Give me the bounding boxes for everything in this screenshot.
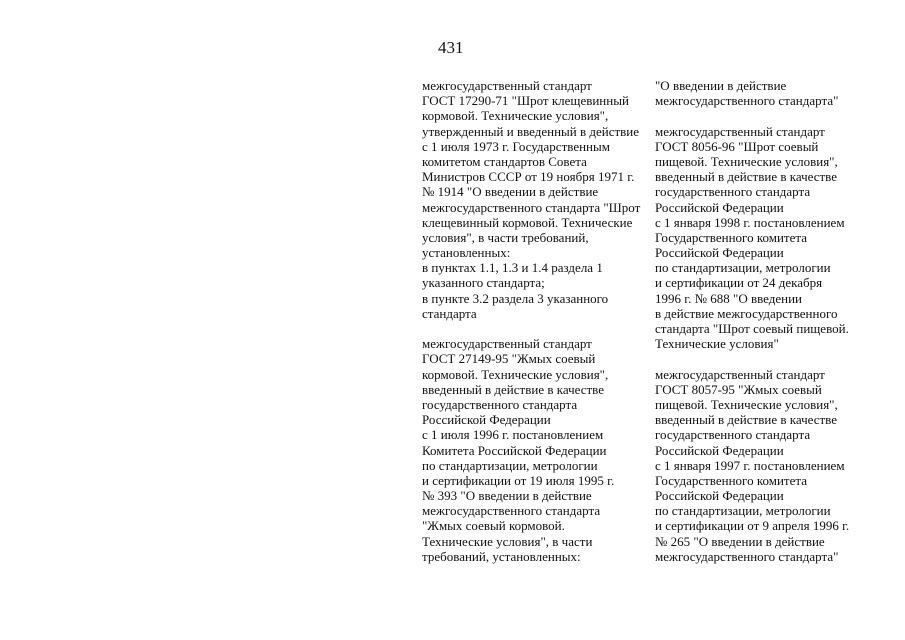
text-line: Российской Федерации	[422, 412, 551, 428]
text-line: ГОСТ 27149-95 "Жмых соевый	[422, 351, 596, 367]
text-line: по стандартизации, метрологии	[422, 457, 598, 473]
text-line: по стандартизации, метрологии	[655, 260, 831, 276]
text-line: кормовой. Технические условия",	[422, 108, 609, 124]
text-line: государственного стандарта	[422, 396, 578, 412]
text-line: с 1 января 1998 г. постановлением	[655, 214, 845, 230]
text-line: и сертификации от 9 апреля 1996 г.	[655, 518, 850, 534]
text-line: Российской Федерации	[655, 199, 784, 215]
paragraph-gap	[422, 321, 640, 336]
right-paragraph	[655, 367, 849, 564]
text-line: ГОСТ 8056-96 "Шрот соевый	[655, 138, 819, 154]
text-line: в действие межгосударственного	[655, 305, 838, 321]
text-line: установленных:	[422, 245, 511, 261]
text-line: межгосударственного стандарта	[422, 503, 601, 519]
text-line: клещевинный кормовой. Технические	[422, 214, 633, 230]
text-line: введенный в действие в качестве	[422, 381, 605, 397]
text-line: в пунктах 1.1, 1.3 и 1.4 раздела 1	[422, 260, 603, 276]
text-line: стандарта "Шрот соевый пищевой.	[655, 321, 849, 336]
text-line: 1996 г. № 688 "О введении	[655, 290, 803, 306]
right-paragraph	[655, 78, 849, 108]
text-line: Министров СССР от 19 ноября 1971 г.	[422, 169, 635, 185]
text-line: с 1 июля 1973 г. Государственным	[422, 138, 610, 154]
text-line: кормовой. Технические условия",	[422, 366, 609, 382]
text-line: ГОСТ 8057-95 "Жмых соевый	[655, 381, 822, 397]
text-line: и сертификации от 24 декабря	[655, 275, 823, 291]
text-line: с 1 января 1997 г. постановлением	[655, 457, 845, 473]
paragraph-gap	[655, 351, 849, 366]
text-line: № 1914 "О введении в действие	[422, 184, 599, 200]
text-line: и сертификации от 19 июля 1995 г.	[422, 472, 615, 488]
text-line: Российской Федерации	[655, 245, 784, 261]
text-line: введенный в действие в качестве	[655, 412, 838, 428]
text-line: "Жмых соевый кормовой.	[422, 518, 565, 534]
text-line: межгосударственный стандарт	[422, 336, 592, 352]
text-line: Комитета Российской Федерации	[422, 442, 607, 458]
text-line: Технические условия", в части	[422, 533, 593, 549]
text-line: межгосударственного стандарта "Шрот	[422, 199, 641, 215]
text-line: межгосударственный стандарт	[655, 123, 825, 139]
text-line: указанного стандарта;	[422, 275, 545, 291]
text-line: комитетом стандартов Совета	[422, 153, 587, 169]
text-line: межгосударственного стандарта"	[655, 548, 839, 564]
text-line: по стандартизации, метрологии	[655, 503, 831, 519]
paragraph-gap	[655, 108, 849, 123]
text-line: пищевой. Технические условия",	[655, 153, 838, 169]
text-line: Государственного комитета	[655, 229, 807, 245]
text-line: межгосударственного стандарта"	[655, 93, 839, 109]
right-column	[655, 78, 849, 564]
text-line: утвержденный и введенный в действие	[422, 123, 640, 139]
text-line: государственного стандарта	[655, 427, 811, 443]
text-line: введенный в действие в качестве	[655, 169, 838, 185]
text-line: Технические условия"	[655, 336, 779, 352]
text-line: № 393 "О введении в действие	[422, 488, 592, 504]
text-line: требований, установленных:	[422, 548, 581, 564]
text-line: пищевой. Технические условия",	[655, 396, 838, 412]
text-line: Российской Федерации	[655, 442, 784, 458]
text-line: условия", в части требований,	[422, 229, 589, 245]
text-line: в пункте 3.2 раздела 3 указанного	[422, 290, 609, 306]
text-line: межгосударственный стандарт	[655, 366, 825, 382]
right-paragraph	[655, 124, 849, 352]
page-number: 431	[438, 38, 464, 57]
text-line: Государственного комитета	[655, 472, 807, 488]
left-paragraph	[422, 336, 640, 564]
text-line: Российской Федерации	[655, 488, 784, 504]
left-paragraph	[422, 78, 640, 321]
text-line: № 265 "О введении в действие	[655, 533, 825, 549]
left-column	[422, 78, 640, 564]
text-line: стандарта	[422, 305, 477, 321]
text-line: "О введении в действие	[655, 78, 787, 93]
text-line: межгосударственный стандарт	[422, 78, 592, 93]
text-line: государственного стандарта	[655, 184, 811, 200]
text-line: ГОСТ 17290-71 "Шрот клещевинный	[422, 93, 629, 109]
text-line: с 1 июля 1996 г. постановлением	[422, 427, 604, 443]
